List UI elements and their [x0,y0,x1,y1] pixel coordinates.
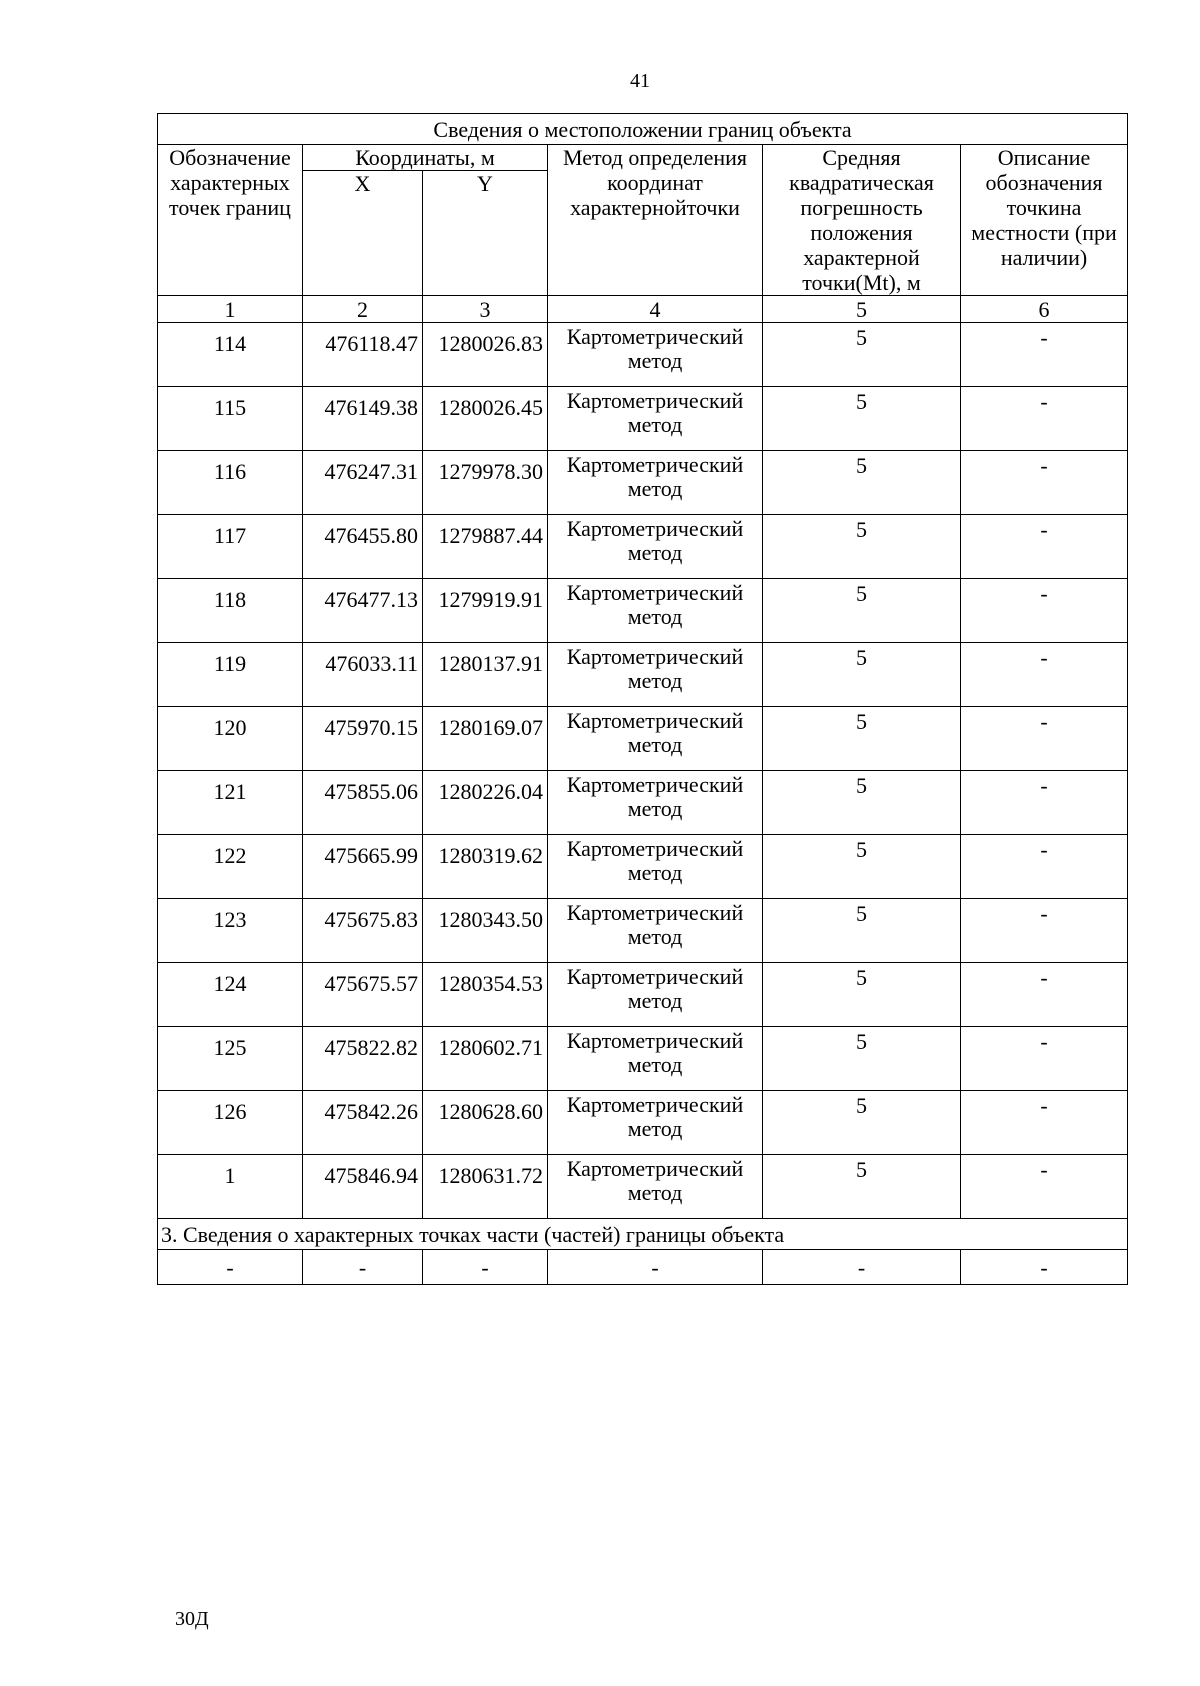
table-title: Сведения о местоположении границ объекта [158,114,1128,145]
point-id: 122 [158,835,303,899]
coord-y: 1279978.30 [423,451,548,515]
method: Картометрический метод [548,963,763,1027]
point-id: 116 [158,451,303,515]
boundary-table [157,113,1128,1285]
table-row [158,1155,1128,1219]
point-id: 117 [158,515,303,579]
column-number: 2 [303,296,423,323]
table-row [158,707,1128,771]
coord-x: 475970.15 [303,707,423,771]
column-number: 1 [158,296,303,323]
method: Картометрический метод [548,643,763,707]
coord-y: 1280226.04 [423,771,548,835]
empty-value: - [548,1250,763,1285]
coord-x: 475675.57 [303,963,423,1027]
point-id: 115 [158,387,303,451]
header-x: X [303,171,423,296]
coord-y: 1280628.60 [423,1091,548,1155]
description: - [961,1091,1128,1155]
header-mean-error: Средняя квадратическая погрешность положения характерной точки(Mt), м [763,145,961,296]
description: - [961,707,1128,771]
mean-error: 5 [763,387,961,451]
coord-y: 1280026.45 [423,387,548,451]
coord-y: 1279887.44 [423,515,548,579]
section3-title: 3. Сведения о характерных точках части (частей) границы объекта [158,1219,1128,1250]
coord-x: 476118.47 [303,323,423,387]
header-description: Описание обозначения точкина местности (при наличии) [961,145,1128,296]
description: - [961,451,1128,515]
mean-error: 5 [763,963,961,1027]
section3-empty-row [158,1250,1128,1285]
coord-y: 1280631.72 [423,1155,548,1219]
method: Картометрический метод [548,899,763,963]
point-id: 120 [158,707,303,771]
empty-value: - [961,1250,1128,1285]
mean-error: 5 [763,515,961,579]
description: - [961,515,1128,579]
description: - [961,835,1128,899]
description: - [961,579,1128,643]
coord-y: 1280026.83 [423,323,548,387]
method: Картометрический метод [548,707,763,771]
coord-y: 1280354.53 [423,963,548,1027]
mean-error: 5 [763,707,961,771]
empty-value: - [763,1250,961,1285]
mean-error: 5 [763,899,961,963]
column-number: 3 [423,296,548,323]
coord-y: 1280343.50 [423,899,548,963]
coord-y: 1279919.91 [423,579,548,643]
description: - [961,1027,1128,1091]
point-id: 118 [158,579,303,643]
mean-error: 5 [763,579,961,643]
table-row [158,643,1128,707]
page-number: 41 [630,70,650,92]
table-row [158,451,1128,515]
empty-value: - [303,1250,423,1285]
column-number: 6 [961,296,1128,323]
point-id: 123 [158,899,303,963]
description: - [961,771,1128,835]
method: Картометрический метод [548,515,763,579]
method: Картометрический метод [548,1091,763,1155]
mean-error: 5 [763,1091,961,1155]
coord-y: 1280319.62 [423,835,548,899]
description: - [961,899,1128,963]
mean-error: 5 [763,1155,961,1219]
header-y: Y [423,171,548,296]
table-row [158,771,1128,835]
description: - [961,643,1128,707]
coord-y: 1280137.91 [423,643,548,707]
coord-x: 475855.06 [303,771,423,835]
header-point-designation: Обозначение характерных точек границ [158,145,303,296]
coord-x: 475665.99 [303,835,423,899]
point-id: 124 [158,963,303,1027]
table-row [158,515,1128,579]
method: Картометрический метод [548,387,763,451]
footer-code: 30Д [175,1608,209,1630]
coord-x: 476455.80 [303,515,423,579]
mean-error: 5 [763,1027,961,1091]
coord-y: 1280169.07 [423,707,548,771]
method: Картометрический метод [548,323,763,387]
method: Картометрический метод [548,835,763,899]
method: Картометрический метод [548,1155,763,1219]
coord-x: 476033.11 [303,643,423,707]
mean-error: 5 [763,835,961,899]
method: Картометрический метод [548,579,763,643]
table-row [158,963,1128,1027]
description: - [961,387,1128,451]
mean-error: 5 [763,643,961,707]
point-id: 121 [158,771,303,835]
mean-error: 5 [763,771,961,835]
column-number: 5 [763,296,961,323]
coord-x: 476477.13 [303,579,423,643]
point-id: 126 [158,1091,303,1155]
header-coordinates: Координаты, м [303,145,548,171]
table-row [158,579,1128,643]
table-row [158,835,1128,899]
table-row [158,899,1128,963]
table-row [158,1091,1128,1155]
coord-y: 1280602.71 [423,1027,548,1091]
description: - [961,963,1128,1027]
coord-x: 475842.26 [303,1091,423,1155]
method: Картометрический метод [548,771,763,835]
point-id: 1 [158,1155,303,1219]
coord-x: 476247.31 [303,451,423,515]
table-row [158,323,1128,387]
table-row [158,1027,1128,1091]
description: - [961,323,1128,387]
description: - [961,1155,1128,1219]
column-number: 4 [548,296,763,323]
table-row [158,387,1128,451]
header-method: Метод определения координат характернойточки [548,145,763,296]
point-id: 114 [158,323,303,387]
section3-row [158,1219,1128,1250]
column-number-row [158,296,1128,323]
mean-error: 5 [763,323,961,387]
method: Картометрический метод [548,1027,763,1091]
coord-x: 475675.83 [303,899,423,963]
method: Картометрический метод [548,451,763,515]
coord-x: 476149.38 [303,387,423,451]
point-id: 119 [158,643,303,707]
coord-x: 475822.82 [303,1027,423,1091]
mean-error: 5 [763,451,961,515]
empty-value: - [158,1250,303,1285]
coord-x: 475846.94 [303,1155,423,1219]
empty-value: - [423,1250,548,1285]
point-id: 125 [158,1027,303,1091]
